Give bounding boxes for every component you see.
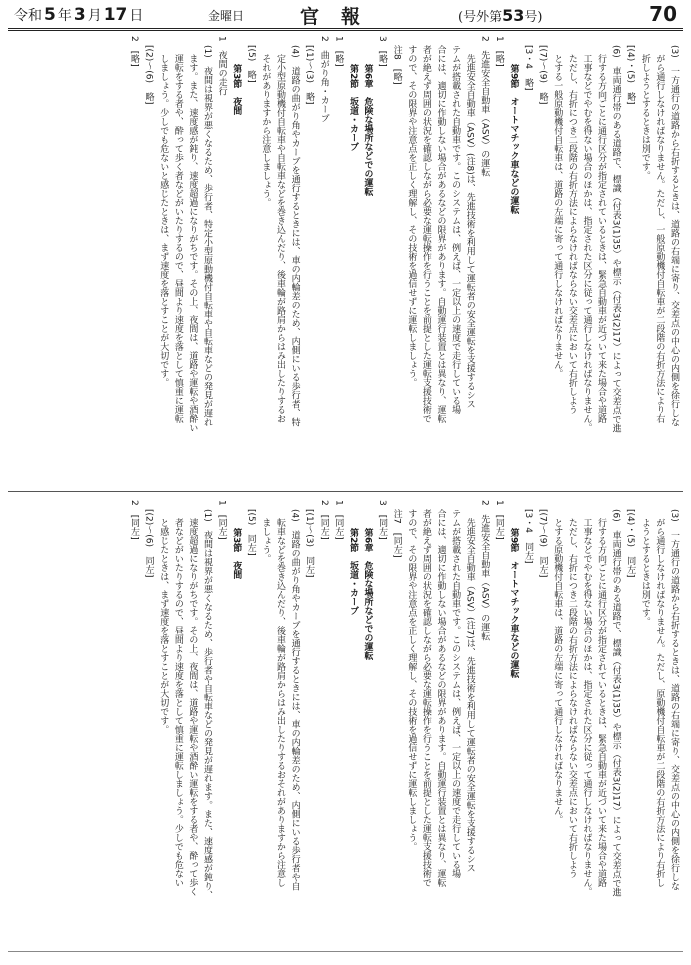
text-line: とする一般原動機付自転車は、道路の左端に寄って通行しなければなりません。 — [552, 54, 563, 378]
text-line: とする原動機付自転車は、道路の左端に寄って通行しなければなりません。 — [552, 518, 563, 824]
text-line: (6) 車両通行帯のある道路で、標識（付表3(1)35）や標示（付表3(2)17）によって交差点で進 — [610, 509, 621, 897]
section-heading: 第9節 オートマチック車などの運転 — [508, 64, 519, 215]
text-line: 者などがいたりするので、昼間より速度を落として慎重に運転しましょう。少しでも危ない — [172, 518, 183, 887]
text-line: 1 [略] — [493, 36, 504, 67]
text-line: 先進安全自動車（ASV）(注8)は、先進技術を利用して運転者の安全運転を支援するシス — [464, 54, 475, 409]
text-line: 先進安全自動車（ASV）(注7)は、先進技術を利用して運転者の安全運転を支援するシス — [464, 518, 475, 873]
text-line: 1 [同左] — [493, 500, 504, 540]
text-line: テムが搭載された自動車です。このシステムは、例えば、一定以上の速度で走行している場 — [450, 509, 461, 878]
extra-prefix: (号外第 — [458, 10, 503, 25]
section-heading: 第3節 夜間 — [231, 64, 242, 116]
date-year: 5 — [44, 5, 56, 25]
text-line: しましょう。少しでも危ないと感じたときは、まず速度を落とすことが大切です。 — [158, 54, 169, 387]
text-line: (1) 夜間は視界が悪くなるため、歩行者、特定小型原動機付自転車や自転車などの発見が遅れ — [202, 45, 212, 427]
text-line: [(7)～(9) 略] — [537, 45, 548, 105]
issue-date — [14, 5, 143, 25]
text-line: [(1)～(3) 同左] — [304, 509, 315, 578]
text-line: [(2)～(6) 略] — [143, 45, 154, 105]
section-heading: 第2節 坂道・カーブ — [347, 528, 358, 616]
text-line: ただし、右折につき二段階の右折方法によらなければならない交差点において右折しよう — [566, 54, 577, 414]
text-line: 者が絶えず周囲の状況を確認しながら必要な運転操作を行うことを前提とした運転支援技術で — [420, 45, 431, 423]
footer-rule — [8, 951, 683, 952]
date-day: 17 — [103, 5, 128, 25]
text-line: (6) 車両通行帯のある道路で、標識（付表3(1)35）や標示（付表3(2)17）によって交差点で進 — [610, 45, 621, 433]
publication-title: 官報 — [300, 6, 383, 28]
text-line: 運転をする者や、酔って歩く者などがいたりするので、昼間より速度を落として慎重に運転 — [172, 54, 183, 423]
text-line: 2 先進安全自動車（ASV）の運転 — [479, 36, 490, 177]
text-line: 合には、適切に作動しない場合があるなどの限界があります。自動運行装置とは異なり、運転 — [435, 509, 446, 887]
header-rule-double — [8, 30, 683, 31]
text-line: [3・4 略] — [523, 45, 534, 91]
text-line: 3 [略] — [377, 36, 388, 67]
text-line: 2 [略] — [129, 36, 140, 67]
text-line: と感じたときは、まず速度を落とすことが大切です。 — [158, 518, 169, 734]
text-line: 注7 [同左] — [391, 509, 402, 558]
text-line: 行する方向ごとに通行区分が指定されているときは、緊急自動車が近づいて来た場合や道路 — [596, 518, 607, 887]
extra-suffix: 号) — [524, 10, 543, 25]
text-line: 速度超過になりがちです。その上、夜間は、道路や運転や酒酔い運転をする者や、酔って歩く — [187, 518, 198, 896]
extra-issue-number — [458, 6, 542, 25]
text-line: (1) 夜間は視界が悪くなるため、歩行者や自転車などの発見が遅れます。また、速度感が鈍り、 — [202, 509, 212, 900]
text-line: [(5) 同左] — [245, 509, 256, 556]
text-line: [(1)～(3) 略] — [304, 45, 315, 105]
text-line: ようとするときは別です。 — [639, 518, 650, 626]
text-line: [(4)・(5) 同左] — [625, 509, 636, 578]
text-line: 者が絶えず周囲の状況を確認しながら必要な運転操作を行うことを前提とした運転支援技術で — [420, 509, 431, 887]
text-line: 1 夜間の走行 — [216, 36, 227, 96]
text-line: ましょう。 — [260, 518, 271, 563]
text-line: 行する方向ごとに通行区分が指定されているときは、緊急自動車が近づいて来た場合や道路 — [596, 54, 607, 423]
gazette-header — [0, 0, 691, 30]
text-line: (4) 道路の曲がり角やカーブを通行するときには、車の内輪差のため、内側にいる歩行者、特 — [289, 45, 300, 427]
extra-number: 53 — [502, 6, 525, 25]
text-line: (3) 一方通行の道路から右折するときは、道路の右端に寄り、交差点の中心の内側を徐行しな — [669, 45, 679, 427]
text-line: 1 [略] — [333, 36, 344, 67]
issue-weekday: 金曜日 — [208, 9, 245, 23]
date-month-unit: 月 — [87, 8, 102, 24]
panel-divider — [8, 491, 683, 492]
text-line: 工事などでやむを得ない場合のほかは、指定された区分に従って通行しなければなりません。 — [581, 518, 592, 896]
header-rule — [8, 28, 683, 29]
section-heading: 第9節 オートマチック車などの運転 — [508, 528, 519, 679]
date-month: 3 — [73, 5, 86, 25]
text-line: それがありますから注意しましょう。 — [260, 54, 271, 207]
text-line: 2 曲がり角・カーブ — [318, 36, 329, 123]
text-line: 2 [同左] — [318, 500, 329, 540]
section-heading: 第3節 夜間 — [231, 528, 242, 580]
text-line: すので、その限界や注意点を正しく理解し、その技術を過信せずに運転しましょう。 — [406, 45, 417, 387]
text-line: 注8 [略] — [391, 45, 402, 85]
text-line: 2 先進安全自動車（ASV）の運転 — [479, 500, 490, 641]
text-line: 転車などを巻き込んだり、後車輪が路肩からはみ出したりするおそれがありますから注意し — [274, 518, 285, 887]
section-heading: 第6章 危険な場所などでの運転 — [362, 528, 373, 661]
text-line: 折しようとするときは別です。 — [639, 54, 650, 180]
section-heading: 第6章 危険な場所などでの運転 — [362, 64, 373, 197]
text-line: (4) 道路の曲がり角やカーブを通行するときには、車の内輪差のため、内側にいる歩行者や自 — [289, 509, 300, 891]
revised-text-panel — [10, 36, 681, 484]
text-line: 定小型原動機付自転車や自転車などを巻き込んだり、後車輪が路肩からはみ出したりするお — [274, 54, 285, 423]
text-line: 工事などでやむを得ない場合のほかは、指定された区分に従って通行しなければなりません。 — [581, 54, 592, 432]
text-line: ます。また、速度感が鈍り、速度超過になりがちです。その上、夜間は、道路や運転や酒酔い — [187, 54, 198, 432]
date-day-unit: 日 — [129, 8, 144, 24]
text-line: [(2)～(6) 同左] — [143, 509, 154, 578]
text-line: 合には、適切に作動しない場合があるなどの限界があります。自動運行装置とは異なり、運転 — [435, 45, 446, 423]
text-line: ただし、右折につき二段階の右折方法によらなければならない交差点において右折しよう — [566, 518, 577, 878]
date-year-unit: 年 — [57, 8, 72, 24]
date-era: 令和 — [14, 8, 42, 24]
text-line: [(4)・(5) 略] — [625, 45, 636, 105]
section-heading: 第2節 坂道・カーブ — [347, 64, 358, 152]
text-line: 2 [同左] — [129, 500, 140, 540]
text-line: [3・4 同左] — [523, 509, 534, 564]
text-line: (3) 一方通行の道路から右折するときは、道路の右端に寄り、交差点の中心の内側を徐行しな — [669, 509, 679, 891]
text-line: 1 [同左] — [333, 500, 344, 540]
text-line: がら通行しなければなりません。ただし、一般原動機付自転車が二段階の右折方法により右 — [654, 54, 665, 423]
text-line: テムが搭載された自動車です。このシステムは、例えば、一定以上の速度で走行している場 — [450, 45, 461, 414]
text-line: 1 [同左] — [216, 500, 227, 540]
text-line: [(5) 略] — [245, 45, 256, 83]
current-text-panel — [10, 500, 681, 946]
text-line: がら通行しなければなりません。ただし、原動機付自転車が二段階の右折方法により右折し — [654, 518, 665, 887]
page-number: 70 — [649, 2, 677, 26]
text-line: 3 [同左] — [377, 500, 388, 540]
text-line: [(7)～(9) 同左] — [537, 509, 548, 578]
text-line: すので、その限界や注意点を正しく理解し、その技術を過信せずに運転しましょう。 — [406, 509, 417, 851]
